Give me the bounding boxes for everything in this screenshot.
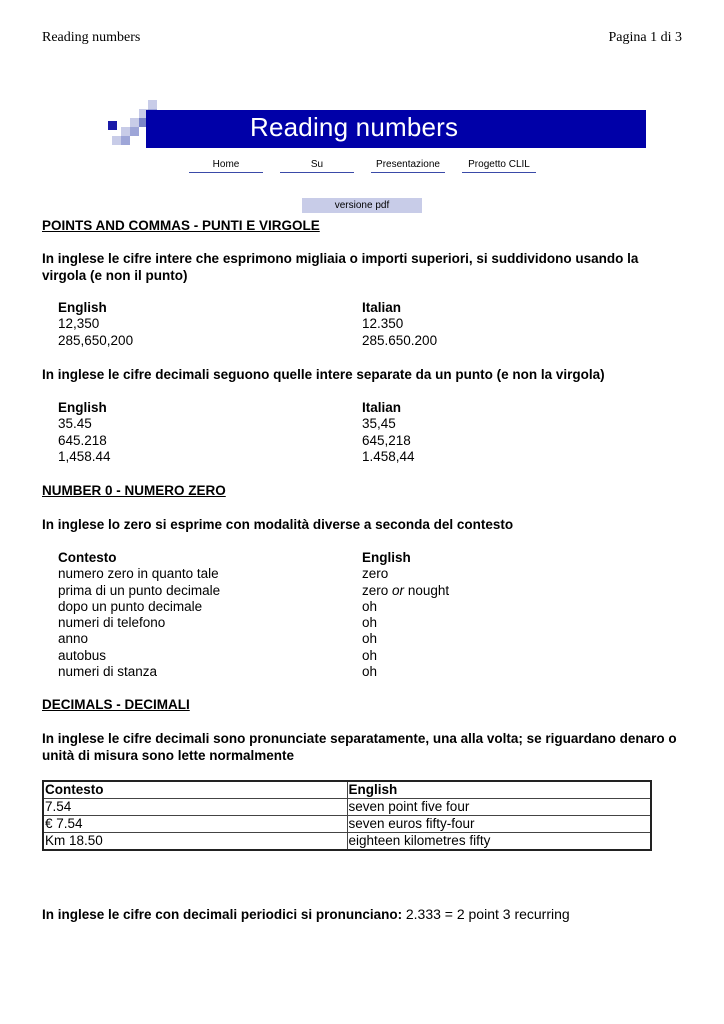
section-title-decimals: DECIMALS - DECIMALI (42, 697, 190, 712)
cell: numeri di telefono (58, 615, 166, 631)
cell: anno (58, 631, 89, 647)
table-thousands (58, 300, 678, 349)
table-row (58, 333, 678, 349)
cell: numeri di stanza (58, 664, 158, 680)
cell: prima di un punto decimale (58, 582, 221, 598)
cell-part: or (392, 582, 405, 598)
page-indicator: Pagina 1 di 3 (608, 30, 682, 45)
nav-bar (0, 159, 724, 179)
table-row (58, 416, 678, 432)
cell: autobus (58, 647, 107, 663)
table-row (58, 615, 678, 631)
table-row (58, 449, 678, 465)
col-contesto: Contesto (58, 550, 117, 565)
recurring-value: 2.333 = 2 point 3 recurring (405, 906, 570, 922)
table-row (58, 631, 678, 647)
table-row (58, 599, 678, 615)
cell: 285,650,200 (58, 332, 134, 348)
table-row (58, 433, 678, 449)
cell: 12,350 (58, 316, 100, 332)
table-header (58, 550, 678, 566)
nav-progetto-link[interactable]: Progetto CLIL (462, 159, 536, 173)
table-row (43, 833, 651, 851)
cell (362, 583, 449, 599)
table-header (58, 300, 678, 316)
cell: seven euros fifty-four (347, 816, 651, 833)
table-row (58, 316, 678, 332)
cell: oh (362, 664, 378, 680)
cell: 7.54 (43, 799, 347, 816)
cell: 12.350 (362, 316, 404, 332)
table-decimals (42, 780, 652, 851)
nav-presentazione-link[interactable]: Presentazione (371, 159, 445, 173)
site-banner (108, 100, 648, 150)
cell: 645.218 (58, 432, 107, 448)
table-row (58, 583, 678, 599)
cell: 35.45 (58, 416, 92, 432)
doc-title: Reading numbers (42, 30, 141, 45)
cell: oh (362, 631, 378, 647)
table-row (43, 799, 651, 816)
col-english: English (362, 550, 411, 565)
pdf-version-button[interactable]: versione pdf (302, 198, 422, 213)
page-header (42, 30, 682, 50)
cell: oh (362, 615, 378, 631)
col-english: English (58, 400, 107, 415)
cell: oh (362, 647, 378, 663)
col-italian: Italian (362, 300, 402, 315)
table-row (58, 648, 678, 664)
cell: 1,458.44 (58, 448, 111, 464)
col-english: English (58, 300, 107, 315)
cell-part: zero (362, 582, 389, 598)
recurring-decimals-line (42, 906, 570, 922)
paragraph-thousands: In inglese le cifre intere che esprimono migliaia o importi superiori, si suddividono usando la virgola (e non il punto) (42, 251, 639, 283)
cell: oh (362, 598, 378, 614)
nav-su-link[interactable]: Su (280, 159, 354, 173)
cell-part: nought (407, 582, 450, 598)
cell: 285.650.200 (362, 332, 438, 348)
cell: zero (362, 566, 389, 582)
table-row (43, 816, 651, 833)
cell: 35,45 (362, 416, 396, 432)
section-title-points-commas: POINTS AND COMMAS - PUNTI E VIRGOLE (42, 218, 320, 233)
recurring-label: In inglese le cifre con decimali periodici si pronunciano: (42, 907, 403, 922)
table-row (58, 664, 678, 680)
paragraph-decimals: In inglese le cifre decimali seguono quelle intere separate da un punto (e non la virgola) (42, 367, 605, 382)
cell: Km 18.50 (43, 833, 347, 851)
table-decimals-separator (58, 400, 678, 465)
table-header (58, 400, 678, 416)
col-italian: Italian (362, 400, 402, 415)
cell: 645,218 (362, 432, 411, 448)
cell: dopo un punto decimale (58, 598, 203, 614)
cell: eighteen kilometres fifty (347, 833, 651, 851)
table-row (58, 566, 678, 582)
section-title-number-zero: NUMBER 0 - NUMERO ZERO (42, 483, 226, 498)
paragraph-zero: In inglese lo zero si esprime con modalità diverse a seconda del contesto (42, 517, 514, 532)
nav-home-link[interactable]: Home (189, 159, 263, 173)
col-contesto: Contesto (43, 781, 347, 799)
banner-title: Reading numbers (250, 112, 459, 142)
cell: seven point five four (347, 799, 651, 816)
cell: numero zero in quanto tale (58, 566, 219, 582)
cell: 1.458,44 (362, 448, 415, 464)
paragraph-decimals-pronunciation: In inglese le cifre decimali sono pronunciate separatamente, una alla volta; se riguardano denaro o unità di misura sono lette normalmente (42, 731, 677, 763)
table-zero (58, 550, 678, 680)
table-header (43, 781, 651, 799)
cell: € 7.54 (43, 816, 347, 833)
col-english: English (347, 781, 651, 799)
